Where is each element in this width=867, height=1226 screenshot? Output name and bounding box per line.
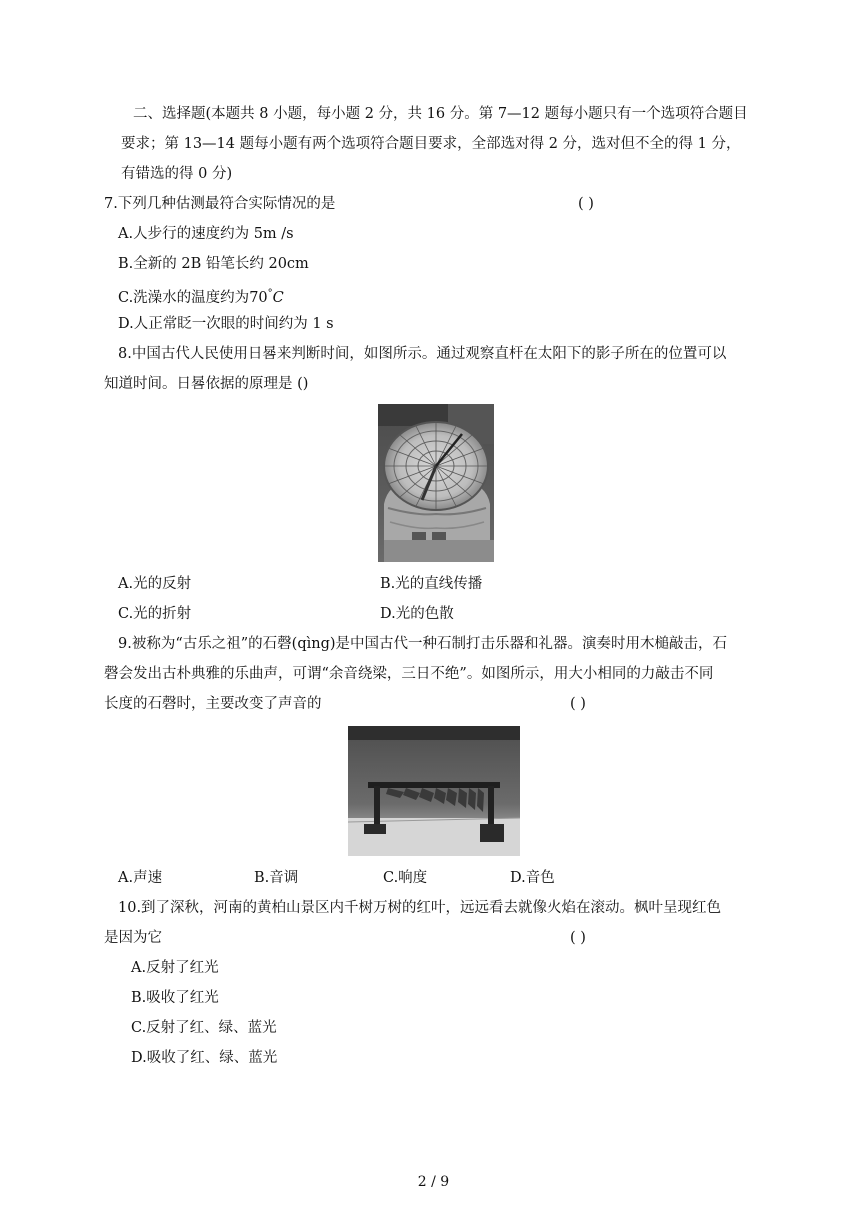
chime-stones-photo — [348, 726, 520, 856]
q8-option-a: A.光的反射 — [118, 576, 192, 592]
sundial-photo — [378, 404, 494, 562]
q7-stem: 7.下列几种估测最符合实际情况的是 — [104, 196, 336, 212]
q10-answer-paren: ( ) — [570, 930, 586, 946]
q10-option-a: A.反射了红光 — [131, 960, 219, 976]
q10-option-d: D.吸收了红、绿、蓝光 — [131, 1050, 278, 1066]
q7-option-c-unit: C — [272, 290, 284, 306]
q7-option-c-value: 70 — [249, 290, 268, 306]
section-heading-line-1: 二、选择题(本题共 8 小题，每小题 2 分，共 16 分。第 7—12 题每小题只有一个选项符合题目 — [133, 106, 748, 122]
q10-stem-line-2: 是因为它 — [104, 930, 162, 946]
section-heading-line-2: 要求；第 13—14 题每小题有两个选项符合题目要求，全部选对得 2 分，选对但不全的得 1 分， — [121, 136, 741, 152]
q7-option-a: A.人步行的速度约为 5m /s — [118, 226, 294, 242]
q10-option-b: B.吸收了红光 — [131, 990, 219, 1006]
q9-option-c: C.响度 — [383, 870, 428, 886]
q7-option-c-text: C.洗澡水的温度约为 — [118, 290, 250, 306]
q9-stem-line-2: 磬会发出古朴典雅的乐曲声，可谓“余音绕梁，三日不绝”。如图所示，用大小相同的力敲击不同 — [104, 666, 714, 682]
degree-symbol: ° — [267, 288, 273, 299]
q9-answer-paren: ( ) — [570, 696, 586, 712]
section-heading-line-3: 有错选的得 0 分) — [121, 166, 233, 182]
q7-option-d: D.人正常眨一次眼的时间约为 1 s — [118, 316, 334, 332]
q9-stem-line-1: 9.被称为“古乐之祖”的石磬(qìng)是中国古代一种石制打击乐器和礼器。演奏时用木槌敲击，石 — [118, 636, 728, 652]
q7-option-b: B.全新的 2B 铅笔长约 20cm — [118, 256, 309, 272]
q8-stem-line-1: 8.中国古代人民使用日晷来判断时间，如图所示。通过观察直杆在太阳下的影子所在的位置可以 — [118, 346, 727, 362]
q8-stem-line-2: 知道时间。日晷依据的原理是 () — [104, 376, 309, 392]
q7-option-c — [118, 284, 284, 308]
q10-stem-line-1: 10.到了深秋，河南的黄柏山景区内千树万树的红叶，远远看去就像火焰在滚动。枫叶呈现红色 — [118, 900, 722, 916]
q7-answer-paren: ( ) — [578, 196, 594, 212]
q8-option-c: C.光的折射 — [118, 606, 192, 622]
q10-option-c: C.反射了红、绿、蓝光 — [131, 1020, 277, 1036]
page-number: 2 / 9 — [417, 1174, 450, 1190]
q9-option-a: A.声速 — [118, 870, 163, 886]
q9-option-d: D.音色 — [510, 870, 555, 886]
q9-option-b: B.音调 — [254, 870, 299, 886]
q9-stem-line-3: 长度的石磬时，主要改变了声音的 — [104, 696, 322, 712]
q8-option-b: B.光的直线传播 — [380, 576, 483, 592]
q8-option-d: D.光的色散 — [380, 606, 454, 622]
